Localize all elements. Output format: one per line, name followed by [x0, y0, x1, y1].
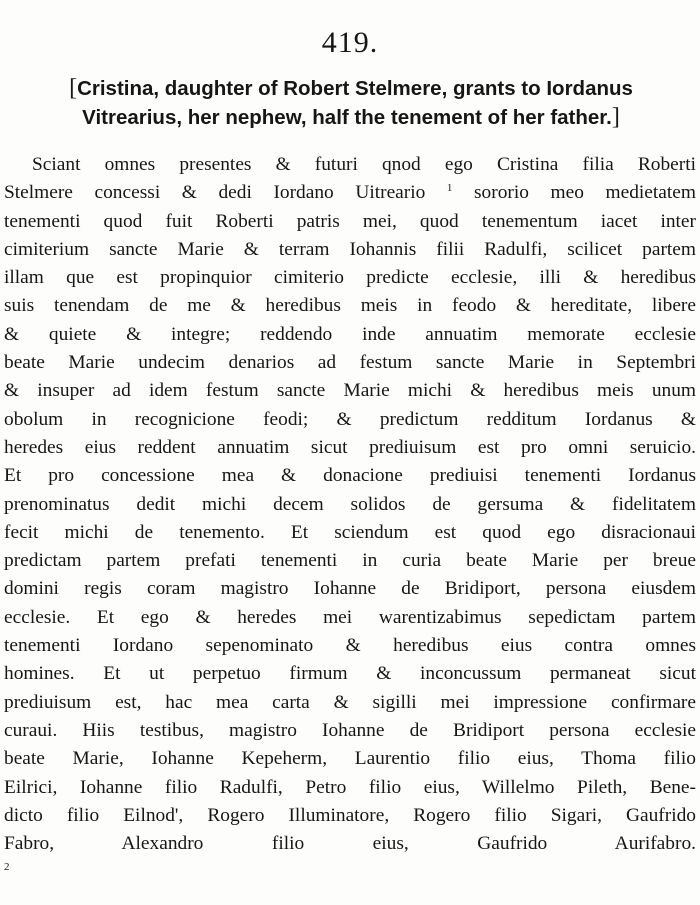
heading-line-1-text: Cristina, daughter of Robert Stelmere, grants to Iordanus [77, 77, 633, 100]
footnote-marker: 2 [4, 861, 10, 874]
text-line: prediuisum est, hac mea carta & sigilli mei impressione confirmare [4, 691, 696, 713]
text-line: illam que est propinquior cimiterio predicte ecclesie, illi & heredibus [4, 267, 696, 289]
text-line: beate Marie, Iohanne Kepeherm, Laurentio filio eius, Thoma filio [4, 748, 696, 770]
text-line: homines. Et ut perpetuo firmum & inconcussum permaneat sicut [4, 663, 696, 685]
text-line [4, 179, 696, 207]
text-line [4, 858, 696, 886]
text-line: domini regis coram magistro Iohanne de Bridiport, persona eiusdem [4, 578, 696, 600]
text-line: beate Marie undecim denarios ad festum sancte Marie in Septembri [4, 352, 696, 374]
heading-open-bracket: [ [69, 75, 78, 101]
text-line: Et pro concessione mea & donacione prediuisi tenementi Iordanus [4, 465, 696, 487]
footnote-marker: 1 [446, 182, 453, 195]
page-number: 419. [321, 26, 379, 59]
heading-line-2-text: Vitrearius, her nephew, half the tenement of her father. [82, 106, 612, 129]
text-line: tenementi quod fuit Roberti patris mei, quod tenementum iacet inter [4, 210, 696, 232]
text-line: ecclesie. Et ego & heredes mei warentizabimus sepedictam partem [4, 606, 696, 628]
text-line: & insuper ad idem festum sancte Marie michi & heredibus meis unum [4, 380, 696, 402]
text-line: prenominatus dedit michi decem solidos de gersuma & fidelitatem [4, 493, 696, 515]
text-line: fecit michi de tenemento. Et sciendum est quod ego disracionaui [4, 521, 696, 543]
text-line: dicto filio Eilnod', Rogero Illuminatore, Rogero filio Sigari, Gaufrido [4, 804, 696, 826]
text-line: suis tenendam de me & heredibus meis in feodo & hereditate, libere [4, 295, 696, 317]
heading-close-bracket: ] [611, 104, 620, 130]
text-line: Fabro, Alexandro filio eius, Gaufrido Aurifabro. [4, 833, 696, 855]
heading-line-2 [6, 103, 696, 132]
text-line: & quiete & integre; reddendo inde annuatim memorate ecclesie [4, 323, 696, 345]
text-line: predictam partem prefati tenementi in curia beate Marie per breue [4, 550, 696, 572]
charter-heading [6, 74, 696, 132]
text-line-segment: sororio meo medietatem [474, 182, 696, 204]
text-line: cimiterium sancte Marie & terram Iohannis filii Radulfi, scilicet partem [4, 238, 696, 260]
text-line: obolum in recognicione feodi; & predictum redditum Iordanus & [4, 408, 696, 430]
text-line: Eilrici, Iohanne filio Radulfi, Petro filio eius, Willelmo Pileth, Bene- [4, 776, 696, 798]
charter-text [4, 151, 696, 887]
heading-line-1 [6, 74, 696, 103]
text-line: Sciant omnes presentes & futuri qnod ego Cristina filia Roberti [32, 154, 696, 175]
text-line: tenementi Iordano sepenominato & heredibus eius contra omnes [4, 635, 696, 657]
text-line: heredes eius reddent annuatim sicut prediuisum est pro omni seruicio. [4, 436, 696, 458]
text-line-segment: Stelmere concessi & dedi Iordano Uitreario [4, 182, 426, 204]
text-line: curaui. Hiis testibus, magistro Iohanne de Bridiport persona ecclesie [4, 719, 696, 741]
